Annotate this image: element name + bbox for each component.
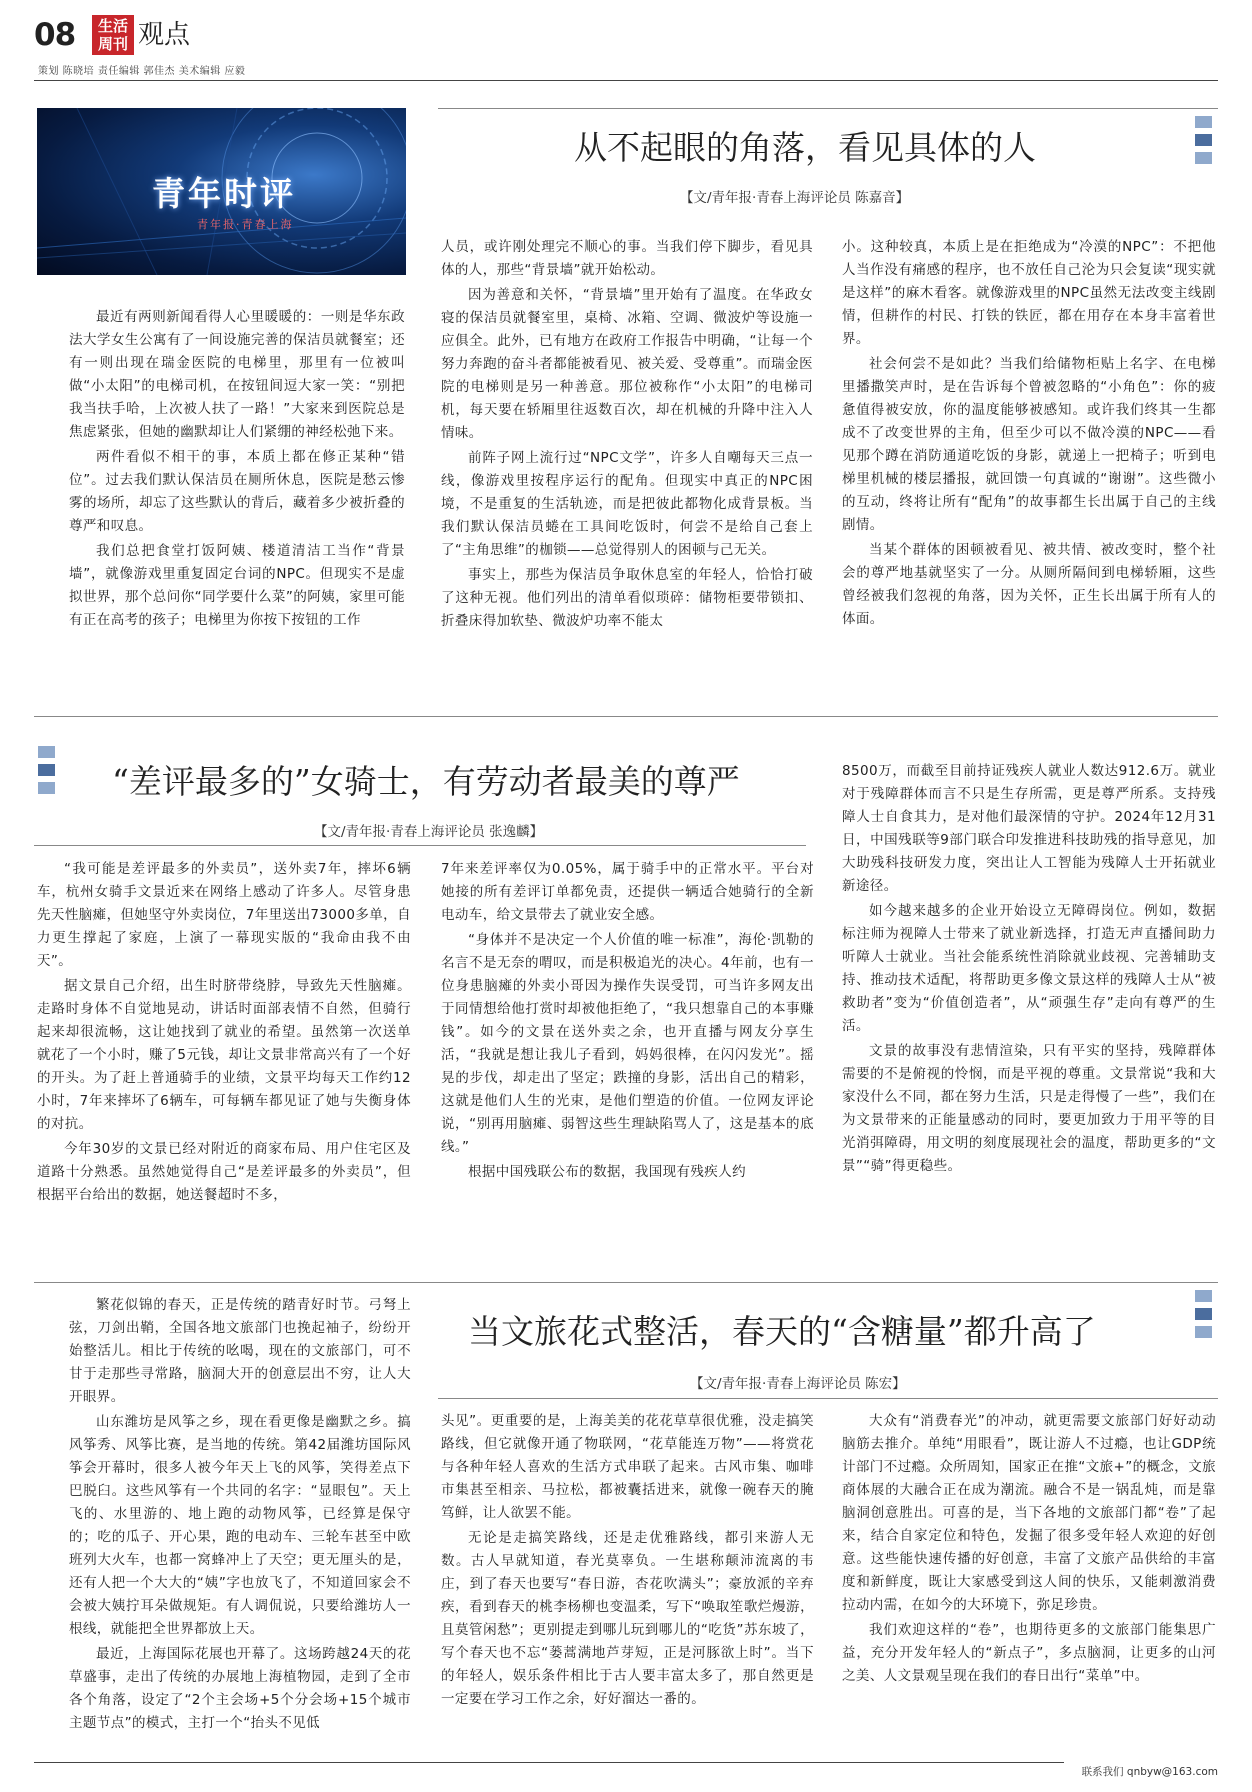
decorative-squares (1195, 116, 1212, 170)
paragraph: 根据中国残联公布的数据，我国现有残疾人约 (468, 1164, 746, 1180)
paragraph: 8500万，而截至目前持证残疾人就业人数达912.6万。就业对于残障群体而言不只是生存所需，更是尊严所系。支持残障人士自食其力，是对他们最深情的守护。2024年12月31日，中国残联等9部门联合印发推进科技助残的指导意见，加大助残科技研发力度，突出让人工智能为残障人士开拓就业新途径。 (842, 763, 1216, 894)
paragraph: 小。这种较真，本质上是在拒绝成为“冷漠的NPC”：不把他人当作没有痛感的程序，也不放任自己沦为只会复读“现实就是这样”的麻木看客。就像游戏里的NPC虽然无法改变主线剧情，但耕作的村民、打铁的铁匠，都在用存在本身丰富着世界。 (842, 239, 1216, 347)
paragraph: 如今越来越多的企业开始设立无障碍岗位。例如，数据标注师为视障人士带来了就业新选择，打造无声直播间助力听障人士就业。当社会能系统性消除就业歧视、完善辅助支持、推动技术适配，将帮助更多像文景这样的残障人士从“被救助者”变为“价值创造者”，从“顽强生存”走向有尊严的生活。 (842, 903, 1216, 1034)
paragraph: 繁花似锦的春天，正是传统的踏青好时节。弓弩上弦，刀剑出鞘，全国各地文旅部门也挽起袖子，纷纷开始整活儿。相比于传统的吆喝，现在的文旅部门，可不甘于走那些寻常路，脑洞大开的创意层出不穷，让人大开眼界。 (69, 1297, 411, 1405)
editor-credits: 策划 陈晓培 责任编辑 郭佳杰 美术编辑 应毅 (38, 66, 246, 77)
article-3-title: 当文旅花式整活，春天的“含糖量”都升高了 (468, 1312, 1096, 1351)
article-1-byline: 【文/青年报·青春上海评论员 陈嘉音】 (680, 190, 910, 206)
paragraph: “身体并不是决定一个人价值的唯一标准”，海伦·凯勒的名言不是无奈的喟叹，而是积极追光的决心。4年前，也有一位身患脑瘫的外卖小哥因为操作失误受罚，可当许多网友出于同情想给他打赏时却被他拒绝了，“我只想靠自己的本事赚钱”。如今的文景在送外卖之余，也开直播与网友分享生活，“我就是想让我儿子看到，妈妈很棒，在闪闪发光”。摇晃的步伐，却走出了坚定；跌撞的身影，活出自己的精彩，这就是他们人生的光束，是他们塑造的价值。一位网友评论说，“别再用脑瘫、弱智这些生理缺陷骂人了，这是基本的底线。” (441, 932, 814, 1155)
paragraph: 我们总把食堂打饭阿姨、楼道清洁工当作“背景墙”，就像游戏里重复固定台词的NPC。但现实不是虚拟世界，那个总问你“同学要什么菜”的阿姨，家里可能有正在高考的孩子；电梯里为你按下按钮的工作 (69, 543, 405, 628)
article-2-column-2 (441, 858, 814, 1186)
decorative-squares (1195, 1290, 1212, 1344)
article-2-title: “差评最多的”女骑士，有劳动者最美的尊严 (112, 762, 740, 801)
paragraph: 事实上，那些为保洁员争取休息室的年轻人，恰恰打破了这种无视。他们列出的清单看似琐碎：储物柜要带锁扣、折叠床得加软垫、微波炉功率不能太 (441, 567, 813, 629)
article-3-byline: 【文/青年报·青春上海评论员 陈宏】 (690, 1376, 906, 1392)
header-rule (34, 80, 1218, 81)
paragraph: 因为善意和关怀，“背景墙”里开始有了温度。在华政女寝的保洁员就餐室里，桌椅、冰箱、空调、微波炉等设施一应俱全。此外，已有地方在政府工作报告中明确，“让每一个努力奔跑的奋斗者都能被看见、被关爱、受尊重”。而瑞金医院的电梯则是另一种善意。那位被称作“小太阳”的电梯司机，每天要在轿厢里往返数百次，却在机械的升降中注入人情味。 (441, 287, 813, 441)
paragraph: “我可能是差评最多的外卖员”，送外卖7年，摔坏6辆车，杭州女骑手文景近来在网络上感动了许多人。尽管身患先天性脑瘫，但她坚守外卖岗位，7年里送出73000多单，自力更生撑起了家庭，上演了一幕现实版的“我命由我不由天”。 (37, 861, 411, 969)
paragraph: 文景的故事没有悲情渲染，只有平实的坚持，残障群体需要的不是俯视的怜悯，而是平视的尊重。文景常说“我和大家没什么不同，都在努力生活，只是走得慢了一些”，我们在为文景带来的正能量感动的同时，要更加致力于用平等的目光消弭障碍，用文明的刻度展现社会的温度，帮助更多的“文景”“骑”得更稳些。 (842, 1043, 1216, 1174)
banner-title: 青年时评 (152, 174, 296, 213)
article-1-rule (438, 108, 1218, 109)
paragraph: 最近，上海国际花展也开幕了。这场跨越24天的花草盛事，走出了传统的办展地上海植物园，走到了全市各个角落，设定了“2个主会场+5个分会场+15个城市主题节点”的模式，主打一个“抬头不见低 (69, 1646, 411, 1731)
page-number: 08 (34, 17, 76, 53)
article-1-title: 从不起眼的角落，看见具体的人 (574, 128, 1036, 167)
decorative-squares (38, 746, 55, 800)
footer-rule (34, 1762, 1064, 1763)
paragraph: 大众有“消费春光”的冲动，就更需要文旅部门好好动动脑筋去推介。单纯“用眼看”，既让游人不过瘾，也让GDP统计部门不过瘾。众所周知，国家正在推“文旅+”的概念，文旅商体展的大融合正在成为潮流。融合不是一锅乱炖，而是靠脑洞创意胜出。可喜的是，当下各地的文旅部门都“卷”了起来，结合自家定位和特色，发掘了很多受年轻人欢迎的好创意。这些能快速传播的好创意，丰富了文旅产品供给的丰富度和新鲜度，既让大家感受到这人间的快乐，又能刺激消费拉动内需，在如今的大环境下，弥足珍贵。 (842, 1413, 1216, 1613)
paragraph: 最近有两则新闻看得人心里暖暖的：一则是华东政法大学女生公寓有了一间设施完善的保洁员就餐室；还有一则出现在瑞金医院的电梯里，那里有一位被叫做“小太阳”的电梯司机，在按钮间逗大家一笑：“别把我当扶手哈，上次被人扶了一路！”大家来到医院总是焦虑紧张，但她的幽默却让人们紧绷的神经松弛下来。 (69, 309, 405, 440)
paragraph: 山东潍坊是风筝之乡，现在看更像是幽默之乡。搞风筝秀、风筝比赛，是当地的传统。第42届潍坊国际风筝会开幕时，很多人被今年天上飞的风筝，笑得差点下巴脱臼。这些风筝有一个共同的名字：“显眼包”。天上飞的、水里游的、地上跑的动物风筝，已经算是保守的；吃的瓜子、开心果，跑的电动车、三轮车甚至中欧班列大火车，也都一窝蜂冲上了天空；更无厘头的是，还有人把一个大大的“姨”字也放飞了，不知道回家会不会被大姨拧耳朵做规矩。有人调侃说，只要给潍坊人一根线，就能把全世界都放上天。 (69, 1414, 411, 1637)
article-3-column-1 (69, 1294, 411, 1737)
article-3-column-3 (842, 1410, 1216, 1690)
newspaper-logo: 生活周刊 (92, 15, 134, 55)
paragraph: 前阵子网上流行过“NPC文学”，许多人自嘲每天三点一线，像游戏里按程序运行的配角。但现实中真正的NPC困境，不是重复的生活轨迹，而是把彼此都物化成背景板。当我们默认保洁员蜷在工具间吃饭时，何尝不是给自己套上了“主角思维”的枷锁——总觉得别人的困顿与己无关。 (441, 450, 813, 558)
banner-subtitle: 青年报·青春上海 (197, 218, 294, 231)
banner-image (37, 108, 406, 275)
section-divider (34, 1282, 1218, 1283)
article-1-column-2 (441, 236, 813, 635)
paragraph: 头见”。更重要的是，上海美美的花花草草很优雅，没走搞笑路线，但它就像开通了物联网，“花草能连万物”——将赏花与各种年轻人喜欢的生活方式串联了起来。古风市集、咖啡市集甚至相亲、马拉松，都被囊括进来，就像一碗春天的腌笃鲜，让人欲罢不能。 (441, 1413, 814, 1521)
article-2-rule (34, 845, 806, 846)
paragraph: 社会何尝不是如此？当我们给储物柜贴上名字、在电梯里播撒笑声时，是在告诉每个曾被忽略的“小角色”：你的疲惫值得被安放，你的温度能够被感知。或许我们终其一生都成不了改变世界的主角，但至少可以不做冷漠的NPC——看见那个蹲在消防通道吃饭的身影，就递上一把椅子；听到电梯里机械的楼层播报，就回馈一句真诚的“谢谢”。这些微小的互动，终将让所有“配角”的故事都生长出属于自己的主线剧情。 (842, 356, 1216, 533)
article-1-column-1 (69, 306, 405, 634)
footer-contact: 联系我们 qnbyw@163.com (1081, 1766, 1218, 1778)
paragraph: 人员，或许刚处理完不顺心的事。当我们停下脚步，看见具体的人，那些“背景墙”就开始松动。 (441, 239, 813, 278)
section-divider (34, 716, 1218, 717)
paragraph: 7年来差评率仅为0.05%，属于骑手中的正常水平。平台对她接的所有差评订单都免责，还提供一辆适合她骑行的全新电动车，给文景带去了就业安全感。 (441, 861, 814, 923)
paragraph: 据文景自己介绍，出生时脐带绕脖，导致先天性脑瘫。走路时身体不自觉地晃动，讲话时面部表情不自然，但骑行起来却很流畅，这让她找到了就业的希望。虽然第一次送单就花了一个小时，赚了5元钱，却让文景非常高兴有了一个好的开头。为了赶上普通骑手的业绩，文景平均每天工作约12小时，7年来摔坏了6辆车，可每辆车都见证了她与失衡身体的对抗。 (37, 978, 411, 1132)
paragraph: 两件看似不相干的事，本质上都在修正某种“错位”。过去我们默认保洁员在厕所休息，医院是愁云惨雾的场所，却忘了这些默认的背后，藏着多少被折叠的尊严和叹息。 (69, 449, 405, 534)
article-2-column-1 (37, 858, 411, 1209)
article-1-column-3 (842, 236, 1216, 633)
article-3-column-2 (441, 1410, 814, 1713)
article-2-byline: 【文/青年报·青春上海评论员 张逸麟】 (314, 824, 544, 840)
paragraph: 今年30岁的文景已经对附近的商家布局、用户住宅区及道路十分熟悉。虽然她觉得自己“是差评最多的外卖员”，但根据平台给出的数据，她送餐超时不多， (37, 1141, 411, 1203)
section-title: 观点 (138, 20, 191, 50)
article-2-column-3 (842, 760, 1216, 1180)
article-3-rule (438, 1398, 1218, 1399)
paragraph: 当某个群体的困顿被看见、被共情、被改变时，整个社会的尊严地基就坚实了一分。从厕所隔间到电梯轿厢，这些曾经被我们忽视的角落，因为关怀，正生长出属于所有人的体面。 (842, 542, 1216, 627)
paragraph: 我们欢迎这样的“卷”，也期待更多的文旅部门能集思广益，充分开发年轻人的“新点子”，多点脑洞，让更多的山河之美、人文景观呈现在我们的春日出行“菜单”中。 (842, 1622, 1216, 1684)
paragraph: 无论是走搞笑路线，还是走优雅路线，都引来游人无数。古人早就知道，春光莫辜负。一生堪称颠沛流离的韦庄，到了春天也要写“春日游，杏花吹满头”；豪放派的辛弃疾，看到春天的桃李杨柳也变温柔，写下“唤取笙歌烂熳游，且莫管闲愁”；更别提走到哪儿玩到哪儿的“吃货”苏东坡了，写个春天也不忘“蒌蒿满地芦芽短，正是河豚欲上时”。当下的年轻人，娱乐条件相比于古人要丰富太多了，那自然更是一定要在学习工作之余，好好溜达一番的。 (441, 1530, 814, 1707)
